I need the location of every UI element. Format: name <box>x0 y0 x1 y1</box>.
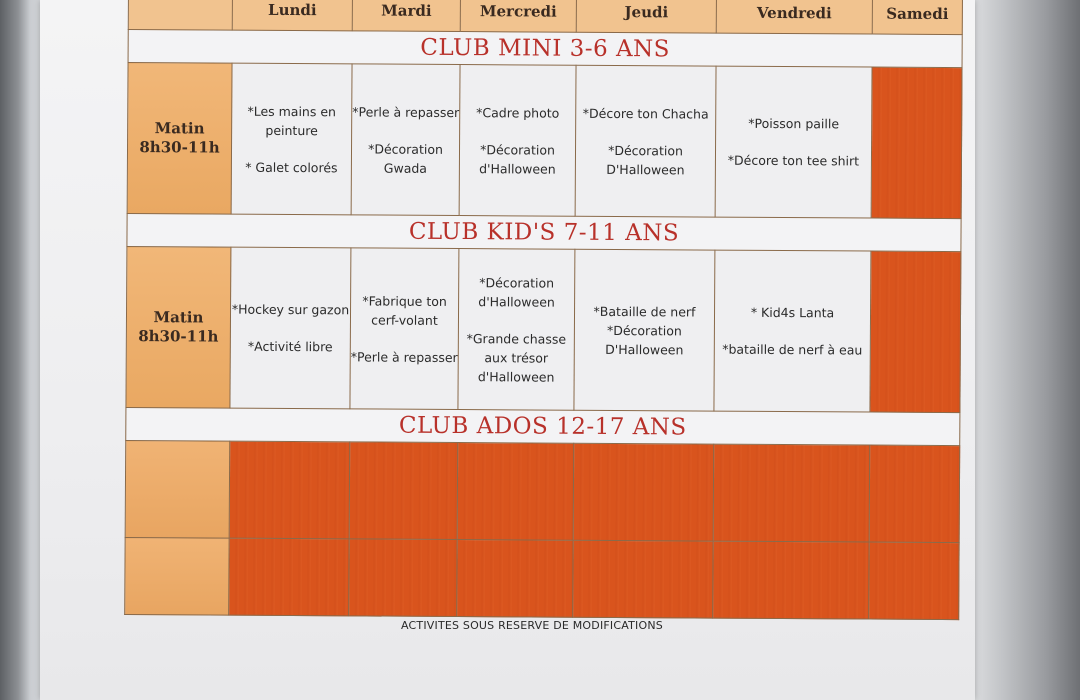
day-header: Mardi <box>352 0 460 32</box>
slot-time: 8h30-11h <box>138 327 219 346</box>
activity: *Fabrique ton cerf-volant <box>362 292 447 328</box>
empty-orange-cell <box>871 67 962 219</box>
activity: *Bataille de nerf <box>593 303 696 319</box>
day-header: Lundi <box>232 0 352 31</box>
day-header: Mercredi <box>460 0 576 32</box>
activity-cell <box>350 248 459 410</box>
activity: *Activité libre <box>247 338 333 355</box>
activity-cell <box>459 65 576 217</box>
activity: *Décoration d'Halloween <box>478 274 555 310</box>
activity-cell <box>714 250 871 412</box>
empty-orange-cell <box>229 538 349 616</box>
activity: *Perle à repasser <box>352 103 460 120</box>
activity-cell <box>230 247 351 409</box>
slot-time: 8h30-11h <box>139 138 220 157</box>
activity-cell <box>715 66 872 218</box>
activity: *bataille de nerf à eau <box>722 341 863 358</box>
activity-cell <box>575 65 716 217</box>
activity: *Décoration D'Halloween <box>606 142 685 177</box>
club-mini-row <box>127 63 962 219</box>
empty-orange-cell <box>713 541 869 619</box>
club-kids-title: CLUB KID'S 7-11 ANS <box>127 213 961 251</box>
empty-orange-cell <box>869 445 960 543</box>
day-header: Jeudi <box>576 0 716 33</box>
activity: *Grande chasse aux trésor d'Halloween <box>466 330 567 385</box>
activity: *Hockey sur gazon <box>231 301 350 318</box>
club-ados-row <box>125 537 959 619</box>
empty-orange-cell <box>869 542 959 620</box>
footer-note: ACTIVITES SOUS RESERVE DE MODIFICATIONS <box>401 619 663 632</box>
day-header: Vendredi <box>716 0 872 34</box>
empty-orange-cell <box>573 443 714 541</box>
empty-orange-cell <box>349 539 457 617</box>
empty-orange-cell <box>713 444 870 542</box>
club-ados-title: CLUB ADOS 12-17 ANS <box>126 407 960 445</box>
slot-label: Matin <box>153 308 204 327</box>
schedule-table <box>124 0 963 620</box>
club-title-row <box>127 213 961 251</box>
header-corner <box>128 0 232 30</box>
empty-orange-cell <box>870 251 961 413</box>
slot-label: Matin <box>154 119 205 138</box>
empty-orange-cell <box>573 540 713 618</box>
club-mini-title: CLUB MINI 3-6 ANS <box>128 30 962 68</box>
activity-cell <box>574 249 715 411</box>
activity: *Cadre photo <box>476 104 560 121</box>
activity: *Perle à repasser <box>350 348 458 365</box>
empty-orange-cell <box>349 442 458 540</box>
time-slot <box>127 63 232 215</box>
activity: *Décoration D'Halloween <box>605 322 684 357</box>
activity-schedule <box>124 0 962 611</box>
club-title-row <box>126 407 960 445</box>
activity-cell <box>351 64 460 216</box>
empty-orange-cell <box>229 441 350 539</box>
empty-time-cell <box>125 440 230 538</box>
empty-orange-cell <box>457 443 574 541</box>
club-ados-row <box>125 440 960 542</box>
day-header: Samedi <box>872 0 962 35</box>
activity: * Galet colorés <box>245 159 338 175</box>
club-kids-row <box>126 246 961 412</box>
activity-cell <box>458 249 575 411</box>
empty-time-cell <box>125 537 229 615</box>
time-slot <box>126 246 231 408</box>
activity-cell <box>231 63 352 215</box>
club-title-row <box>128 30 962 68</box>
empty-orange-cell <box>457 540 573 618</box>
activity: *Décoration Gwada <box>368 140 443 176</box>
activity: *Poisson paille <box>748 115 840 132</box>
activity: * Kid4s Lanta <box>750 304 835 321</box>
activity: *Décore ton tee shirt <box>727 152 860 169</box>
activity: *Décoration d'Halloween <box>479 141 556 177</box>
activity: *Les mains en peinture <box>247 103 337 138</box>
activity: *Décore ton Chacha <box>582 105 709 122</box>
